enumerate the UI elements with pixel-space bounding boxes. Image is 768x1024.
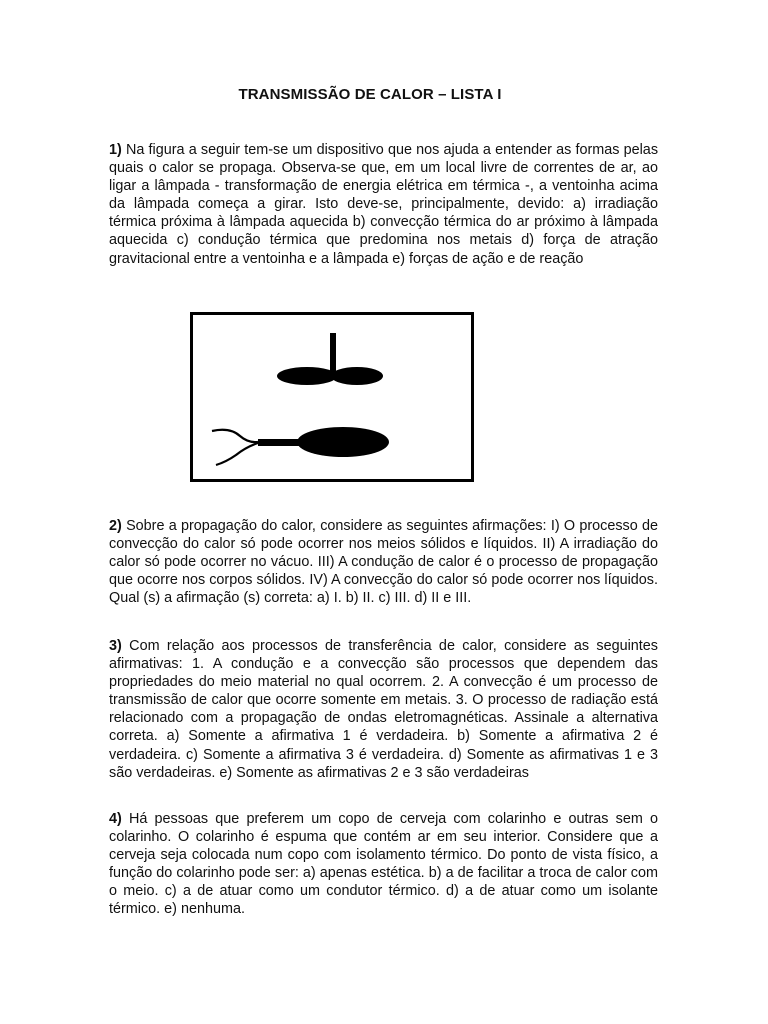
wire-upper (212, 430, 258, 442)
question-3-text: Com relação aos processos de transferência de calor, considere as seguintes afirmativas: 1. A condução e a convecção são processos que dependem das propriedades do meio material no qual ocorrem. 2. A convecção é um processo de transmissão de calor que ocorre somente em metais. 3. O processo de radiação está relacionado com a propagação de ondas eletromagnéticas. Assinale a alternativa correta. a) Somente a afirmativa 1 é verdadeira. b) Somente a afirmativa 2 é verdadeira. c) Somente a afirmativa 3 é verdadeira. d) Somente as afirmativas 1 e 3 são verdadeiras. e) Somente as afirmativas 2 e 3 são verdadeiras (109, 638, 658, 781)
question-4 (109, 810, 658, 919)
question-4-number: 4) (109, 811, 122, 827)
question-4-text: Há pessoas que preferem um copo de cerveja com colarinho e outras sem o colarinho. O colarinho é espuma que contém ar em seu interior. Considere que a cerveja seja colocada num copo com isolamento térmico. Do ponto de vista físico, a função do colarinho pode ser: a) apenas estética. b) a de facilitar a troca de calor com o meio. c) a de atuar como um condutor térmico. d) a de atuar como um isolante térmico. e) nenhuma. (109, 811, 659, 918)
question-2-number: 2) (109, 518, 122, 534)
lamp-socket (258, 439, 300, 446)
page-title: TRANSMISSÃO DE CALOR – LISTA I (238, 86, 502, 103)
fan-shaft (330, 333, 336, 375)
lamp-fan-illustration (190, 312, 474, 482)
fan-blade-right (331, 367, 383, 385)
question-1-number: 1) (109, 142, 122, 158)
lamp-bulb (297, 427, 389, 457)
question-3-number: 3) (109, 638, 122, 654)
wire-lower (216, 443, 258, 465)
question-2 (109, 517, 658, 607)
question-1-text: Na figura a seguir tem-se um dispositivo que nos ajuda a entender as formas pelas quais o calor se propaga. Observa-se que, em um local livre de correntes de ar, ao ligar a lâmpada - transformação de energia elétrica em térmica -, a ventoinha acima da lâmpada começa a girar. Isto deve-se, principalmente, devido: a) irradiação térmica próxima à lâmpada aquecida b) convecção térmica do ar próximo à lâmpada aquecida c) condução térmica que predomina nos metais d) força de atração gravitacional entre a ventoinha e a lâmpada e) forças de ação e de reação (109, 142, 659, 267)
question-3 (109, 637, 658, 782)
question-2-text: Sobre a propagação do calor, considere as seguintes afirmações: I) O processo de convecção do calor só pode ocorrer nos meios sólidos e líquidos. II) A irradiação do calor só pode ocorrer no vácuo. III) A condução de calor é o processo de propagação que ocorre nos corpos sólidos. IV) A convecção do calor só pode ocorrer nos líquidos. Qual (s) a afirmação (s) correta: a) I. b) II. c) III. d) II e III. (109, 518, 658, 607)
fan-blade-left (277, 367, 337, 385)
lamp-fan-figure (190, 312, 474, 482)
question-1 (109, 141, 658, 268)
